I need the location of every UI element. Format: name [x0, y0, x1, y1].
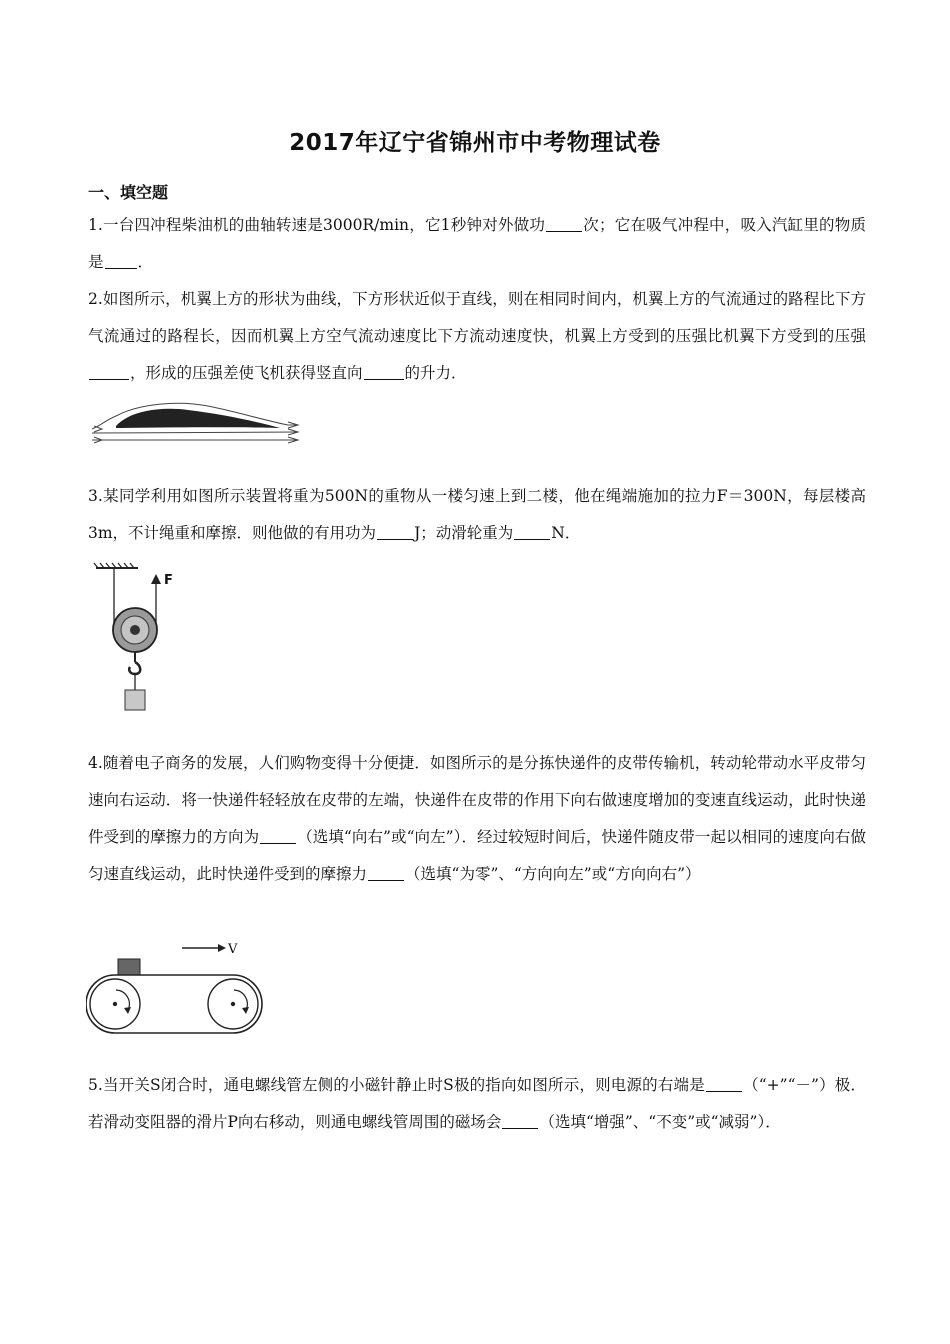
lower-airflow-line: [92, 432, 298, 433]
question-1: 1.一台四冲程柴油机的曲轴转速是3000R/min，它1秒钟对外做功 次；它在吸气冲程中，吸入汽缸里的物质是 ．: [88, 216, 866, 271]
pulley-figure: [92, 562, 192, 718]
pulley-axle: [130, 625, 140, 635]
weight-block: [125, 690, 145, 710]
left-rotation-arrow: [116, 990, 129, 1010]
right-rotation-arrow-icon: [242, 1007, 249, 1014]
belt-loop: [86, 975, 262, 1033]
answer-blank: [706, 1076, 742, 1093]
hook-icon: [129, 662, 140, 674]
answer-blank: [368, 865, 404, 882]
answer-blank: [260, 828, 296, 845]
answer-blank: [364, 364, 404, 381]
answer-blank: [89, 364, 129, 381]
velocity-label: V: [228, 942, 238, 957]
question-4: 4.随着电子商务的发展，人们购物变得十分便捷．如图所示的是分拣快递件的皮带传输机，转动轮带动水平皮带匀速向右运动．将一快递件轻轻放在皮带的左端，快递件在皮带的作用下向右做速度增加的变速直线运动，此时快递件受到的摩擦力的方向为 （选填“向右”或“向左”）．经过较短时间后，快递件随皮带一起以相同的速度向右做匀速直线运动，此时快递件受到的摩擦力 （选填“为零”、“方向向左”或“方向向右”）: [88, 754, 866, 883]
force-arrow-icon: [151, 574, 161, 584]
question-number: 2.: [88, 290, 103, 308]
wing-airflow-figure: [88, 400, 302, 450]
left-roller-axle: [113, 1002, 117, 1006]
wing-shape: [116, 409, 280, 428]
answer-blank: [502, 1113, 538, 1130]
left-rotation-arrow-icon: [124, 1007, 131, 1014]
question-number: 4.: [88, 754, 103, 772]
page-title: 2017年辽宁省锦州市中考物理试卷: [289, 130, 661, 156]
question-number: 5.: [88, 1076, 103, 1094]
question-2: 2.如图所示，机翼上方的形状为曲线，下方形状近似于直线，则在相同时间内，机翼上方的气流通过的路程比下方气流通过的路程长，因而机翼上方空气流动速度比下方流动速度快，机翼上方受到的压强比机翼下方受到的压强，形成的压强差使飞机获得竖直向 的升力．: [88, 290, 866, 382]
conveyor-belt-figure: [86, 938, 270, 1036]
answer-blank: [105, 253, 137, 270]
right-rotation-arrow: [234, 990, 247, 1010]
question-3: 3.某同学利用如图所示装置将重为500N的重物从一楼匀速上到二楼，他在绳端施加的拉力F＝300N，每层楼高3m，不计绳重和摩擦．则他做的有用功为 J；动滑轮重为 N．: [88, 487, 866, 542]
right-roller-axle: [231, 1002, 235, 1006]
answer-blank: [377, 524, 413, 541]
package-block: [118, 959, 140, 975]
force-label: F: [164, 573, 173, 588]
section-heading: 一、填空题: [88, 183, 169, 202]
answer-blank: [514, 524, 550, 541]
question-number: 3.: [88, 487, 103, 505]
answer-blank: [546, 216, 582, 233]
velocity-arrow-icon: [218, 944, 226, 952]
question-number: 1.: [88, 216, 103, 234]
question-5: 5.当开关S闭合时，通电螺线管左侧的小磁针静止时S极的指向如图所示，则电源的右端是 （“+”“－”）极．若滑动变阻器的滑片P向右移动，则通电螺线管周围的磁场会 （选填“增强”、“不变”或“减弱”）．: [88, 1076, 866, 1131]
